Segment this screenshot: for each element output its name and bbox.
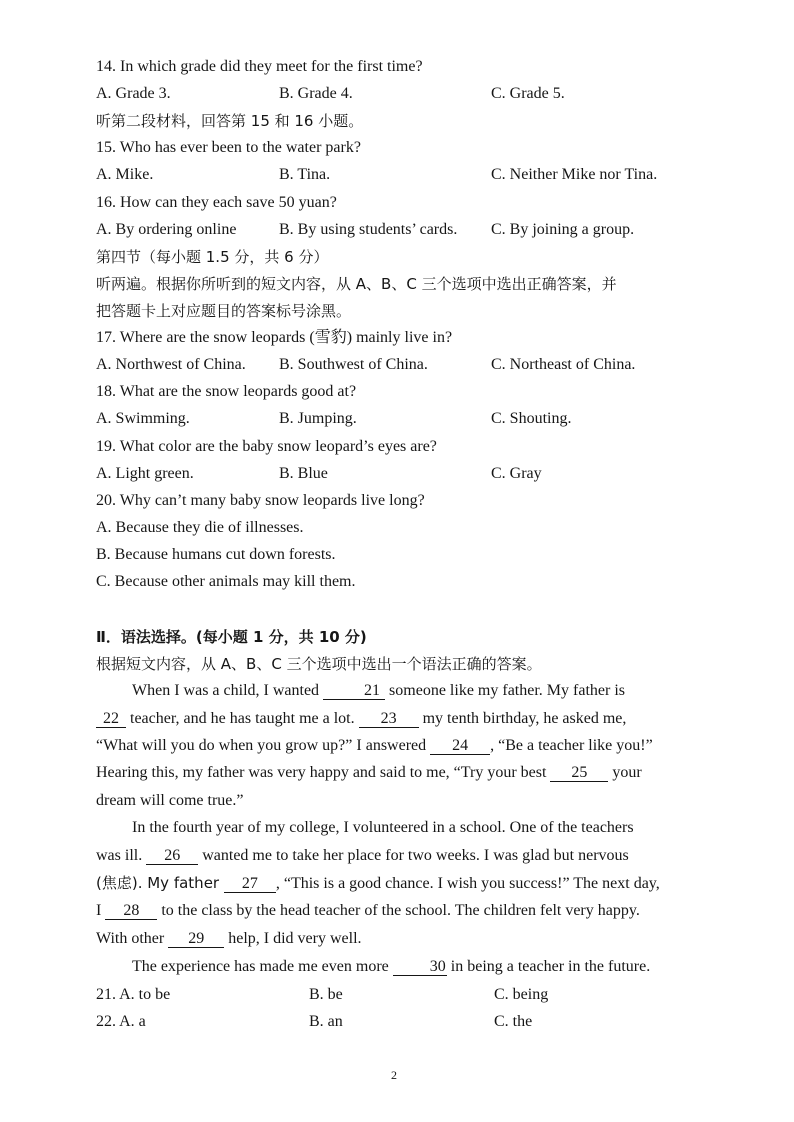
passage-text: The experience has made me even more — [132, 958, 393, 975]
passage-text: to the class by the head teacher of the school. The children felt very happy. — [157, 902, 640, 919]
passage-line — [96, 763, 700, 783]
passage-line — [96, 957, 700, 977]
blank-24: 24 — [430, 737, 490, 755]
blank-27: 27 — [224, 875, 276, 893]
q19-option-b: B. Blue — [279, 465, 328, 482]
q21-option-c: C. being — [494, 986, 549, 1003]
passage-text: wanted me to take her place for two weeks. I was glad but nervous — [198, 847, 629, 864]
q16-option-b: B. By using students’ cards. — [279, 221, 458, 238]
q14-option-c: C. Grade 5. — [491, 85, 565, 102]
passage-line — [96, 846, 700, 866]
q17-option-c: C. Northeast of China. — [491, 356, 636, 373]
q14-option-b: B. Grade 4. — [279, 85, 353, 102]
blank-25: 25 — [550, 764, 608, 782]
page-number: 2 — [391, 1068, 397, 1082]
passage-line — [96, 929, 700, 949]
passage-text: When I was a child, I wanted — [132, 682, 324, 699]
q22-option-a: 22. A. a — [96, 1013, 146, 1030]
q21-option-a: 21. A. to be — [96, 986, 171, 1003]
passage-text: Hearing this, my father was very happy and said to me, “Try your best — [96, 764, 551, 781]
passage-line — [96, 681, 700, 701]
passage-line — [96, 709, 700, 729]
passage-text: , “Be a teacher like you!” — [490, 737, 653, 754]
passage-line: In the fourth year of my college, I volunteered in a school. One of the teachers — [132, 819, 634, 836]
question-16: 16. How can they each save 50 yuan? — [96, 194, 337, 211]
q18-option-b: B. Jumping. — [279, 410, 357, 427]
passage-text: (焦虑). My father — [96, 874, 224, 892]
section-4-instruction-line2: 把答题卡上对应题目的答案标号涂黑。 — [96, 302, 352, 320]
passage-line — [96, 736, 700, 756]
passage-text: help, I did very well. — [224, 930, 362, 947]
passage-text: With other — [96, 930, 169, 947]
q15-option-b: B. Tina. — [279, 166, 331, 183]
question-18: 18. What are the snow leopards good at? — [96, 383, 357, 400]
q17-option-b: B. Southwest of China. — [279, 356, 428, 373]
question-20: 20. Why can’t many baby snow leopards live long? — [96, 492, 425, 509]
q20-option-b: B. Because humans cut down forests. — [96, 546, 336, 563]
grammar-heading: Ⅱ．语法选择。(每小题 1 分，共 10 分) — [96, 628, 367, 646]
blank-28: 28 — [105, 902, 157, 920]
blank-21: 21 — [323, 682, 385, 700]
passage-text: your — [608, 764, 642, 781]
question-15: 15. Who has ever been to the water park? — [96, 139, 361, 156]
q19-option-a: A. Light green. — [96, 465, 194, 482]
blank-26: 26 — [146, 847, 198, 865]
section-4-heading: 第四节（每小题 1.5 分，共 6 分） — [96, 248, 329, 266]
passage-text: in being a teacher in the future. — [446, 958, 651, 975]
q19-option-c: C. Gray — [491, 465, 542, 482]
grammar-instruction: 根据短文内容，从 A、B、C 三个选项中选出一个语法正确的答案。 — [96, 655, 542, 673]
q21-option-b: B. be — [309, 986, 343, 1003]
blank-22: 22 — [96, 710, 126, 728]
q16-option-c: C. By joining a group. — [491, 221, 635, 238]
question-17: 17. Where are the snow leopards (雪豹) mainly live in? — [96, 329, 453, 346]
blank-30: 30 — [393, 958, 447, 976]
passage-text: I — [96, 902, 106, 919]
passage-text: , “This is a good chance. I wish you success!” The next day, — [275, 875, 660, 892]
q22-option-b: B. an — [309, 1013, 343, 1030]
q16-option-a: A. By ordering online — [96, 221, 237, 238]
passage-line — [96, 873, 700, 894]
q14-option-a: A. Grade 3. — [96, 85, 171, 102]
question-19: 19. What color are the baby snow leopard’s eyes are? — [96, 438, 437, 455]
q15-option-c: C. Neither Mike nor Tina. — [491, 166, 658, 183]
passage-line: dream will come true.” — [96, 792, 244, 809]
passage-line — [96, 901, 700, 921]
passage-text: was ill. — [96, 847, 147, 864]
blank-23: 23 — [359, 710, 419, 728]
q17-option-a: A. Northwest of China. — [96, 356, 246, 373]
q18-option-c: C. Shouting. — [491, 410, 572, 427]
passage-text: someone like my father. My father is — [385, 682, 625, 699]
q22-option-c: C. the — [494, 1013, 533, 1030]
instruction-15-16: 听第二段材料，回答第 15 和 16 小题。 — [96, 112, 364, 130]
question-14: 14. In which grade did they meet for the first time? — [96, 58, 423, 75]
passage-text: “What will you do when you grow up?” I answered — [96, 737, 431, 754]
passage-text: teacher, and he has taught me a lot. — [126, 710, 359, 727]
blank-29: 29 — [168, 930, 224, 948]
section-4-instruction-line1: 听两遍。根据你所听到的短文内容，从 A、B、C 三个选项中选出正确答案，并 — [96, 275, 617, 293]
q20-option-c: C. Because other animals may kill them. — [96, 573, 356, 590]
q15-option-a: A. Mike. — [96, 166, 154, 183]
q18-option-a: A. Swimming. — [96, 410, 190, 427]
q20-option-a: A. Because they die of illnesses. — [96, 519, 304, 536]
passage-text: my tenth birthday, he asked me, — [418, 710, 627, 727]
